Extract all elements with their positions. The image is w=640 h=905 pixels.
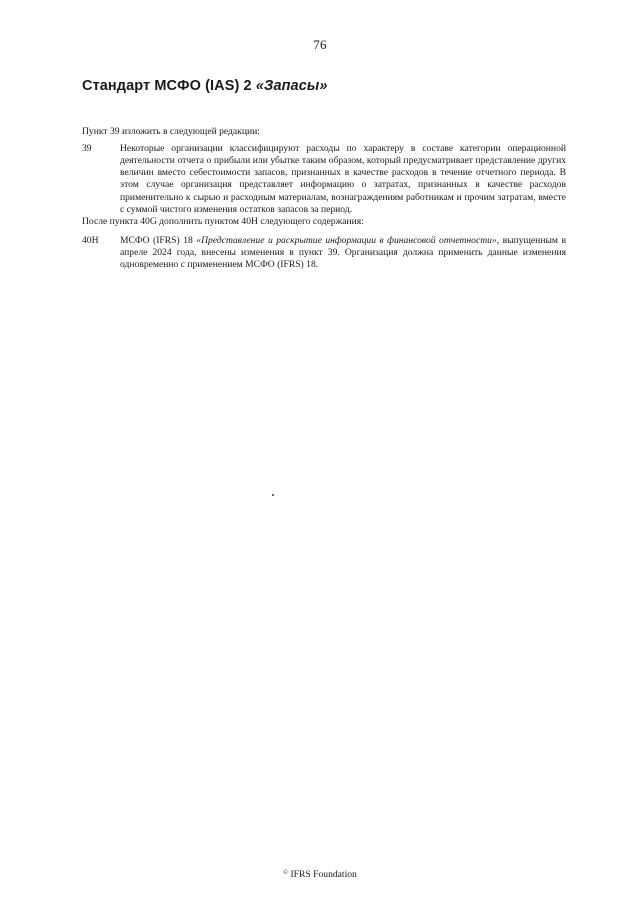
copyright-footer — [0, 869, 640, 880]
copyright-holder: IFRS Foundation — [290, 869, 357, 880]
paragraph-text-end: , выпущенным в апреле 2024 года, внесены изменения в пункт 39. Организация должна применить данные изменения одновременно с применением МСФО (IFRS) 18. — [120, 235, 566, 271]
paragraph-text-start: МСФО (IFRS) 18 — [120, 235, 197, 246]
ifrs-18-title: «Представление и раскрытие информации в финансовой отчетности» — [196, 235, 497, 246]
document-title — [82, 78, 328, 94]
paragraph-39 — [82, 143, 566, 216]
instruction-paragraph-40h: После пункта 40G дополнить пунктом 40H следующего содержания: — [82, 216, 364, 227]
paragraph-40h — [82, 235, 566, 271]
paragraph-text — [120, 235, 566, 271]
paragraph-text: Некоторые организации классифицируют расходы по характеру в составе категории операционной деятельности отчета о прибыли или убытке таким образом, который предусматривает представление других величин вместо себестоимости запасов, признанных в качестве расходов в течение отчетного периода. В этом случае организация представляет информацию о затратах, признанных в качестве расходов применительно к сырью и расходным материалам, вознаграждениям работникам и прочим затратам, вместе с суммой чистого изменения остатков запасов за период. — [120, 143, 566, 215]
paragraph-number: 39 — [82, 143, 92, 154]
instruction-paragraph-39: Пункт 39 изложить в следующей редакции: — [82, 126, 260, 137]
title-prefix: Стандарт МСФО (IAS) 2 — [82, 78, 252, 94]
scan-speck — [272, 494, 274, 496]
paragraph-number: 40H — [82, 235, 99, 246]
copyright-symbol: © — [283, 869, 289, 876]
page-number: 76 — [313, 37, 327, 52]
title-standard-name: «Запасы» — [255, 78, 328, 94]
